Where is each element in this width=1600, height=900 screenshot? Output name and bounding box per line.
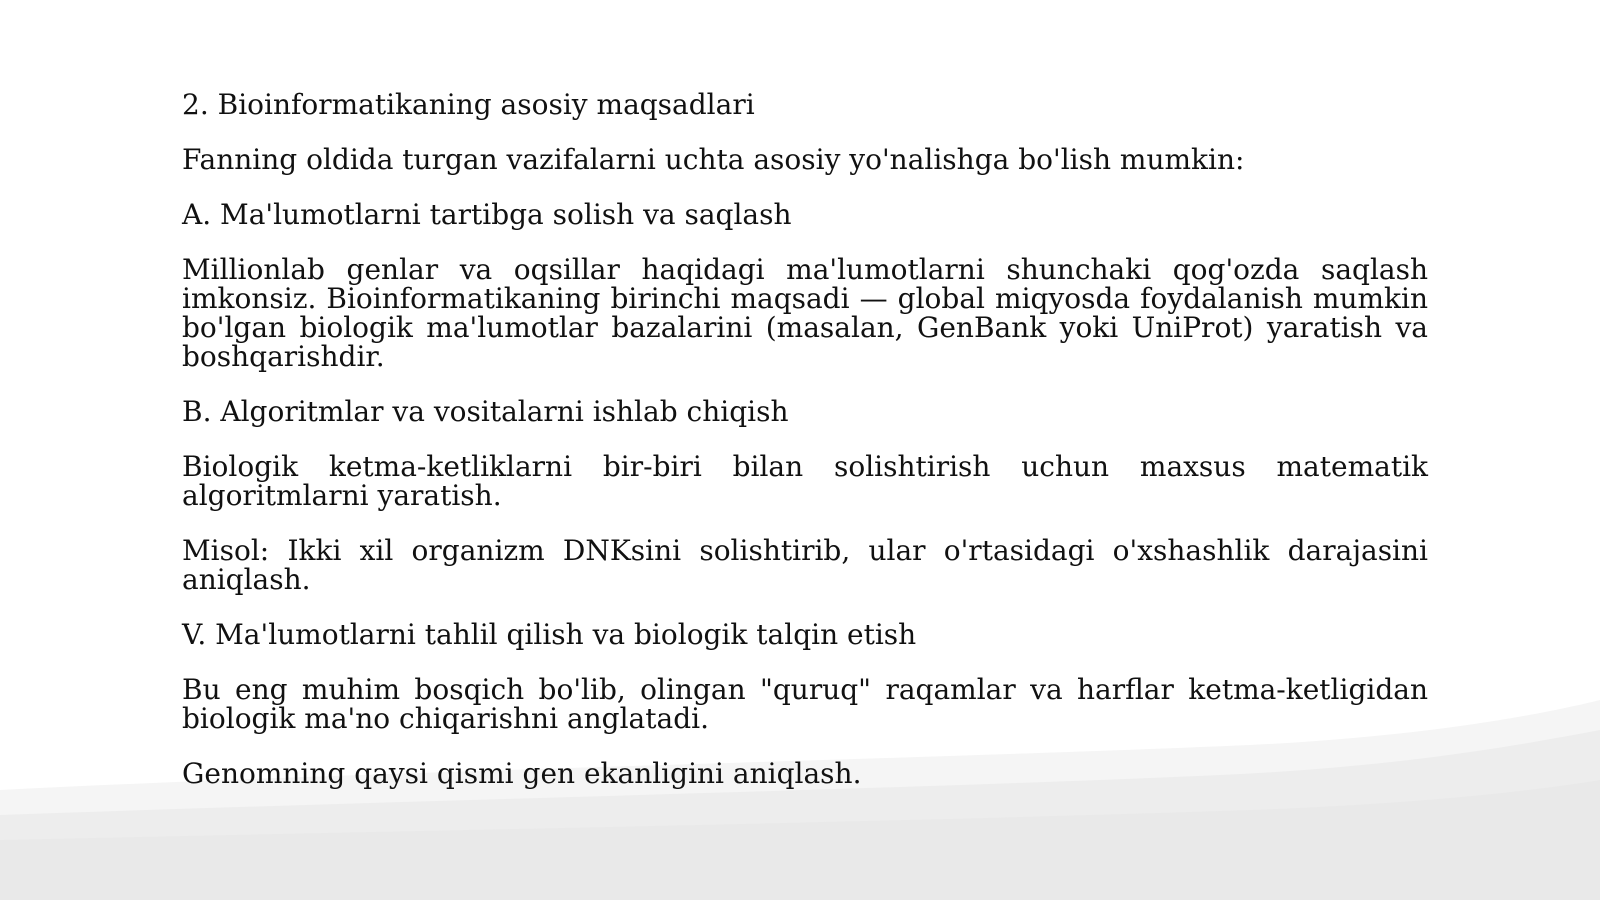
section-b-example: Misol: Ikki xil organizm DNKsini solishtirib, ular o'rtasidagi o'xshashlik darajasini aniqlash.	[182, 534, 1428, 596]
section-v-body: Bu eng muhim bosqich bo'lib, olingan "quruq" raqamlar va harflar ketma-ketligidan biologik ma'no chiqarishni anglatadi.	[182, 673, 1428, 735]
slide-title: 2. Bioinformatikaning asosiy maqsadlari	[182, 88, 755, 121]
slide-content	[182, 90, 1428, 814]
section-b-body: Biologik ketma-ketliklarni bir-biri bilan solishtirish uchun maxsus matematik algoritmlarni yaratish.	[182, 450, 1428, 512]
section-a-body: Millionlab genlar va oqsillar haqidagi ma'lumotlarni shunchaki qog'ozda saqlash imkonsiz. Bioinformatikaning birinchi maqsadi — global miqyosda foydalanish mumkin bo'lgan biologik ma'lumotlar bazalarini (masalan, GenBank yoki UniProt) yaratish va boshqarishdir.	[182, 253, 1428, 373]
section-v-example: Genomning qaysi qismi gen ekanligini aniqlash.	[182, 757, 862, 790]
section-b-heading: B. Algoritmlar va vositalarni ishlab chiqish	[182, 395, 789, 428]
intro-text: Fanning oldida turgan vazifalarni uchta asosiy yo'nalishga bo'lish mumkin:	[182, 143, 1245, 176]
section-v-heading: V. Ma'lumotlarni tahlil qilish va biologik talqin etish	[182, 618, 917, 651]
section-a-heading: A. Ma'lumotlarni tartibga solish va saqlash	[182, 198, 792, 231]
